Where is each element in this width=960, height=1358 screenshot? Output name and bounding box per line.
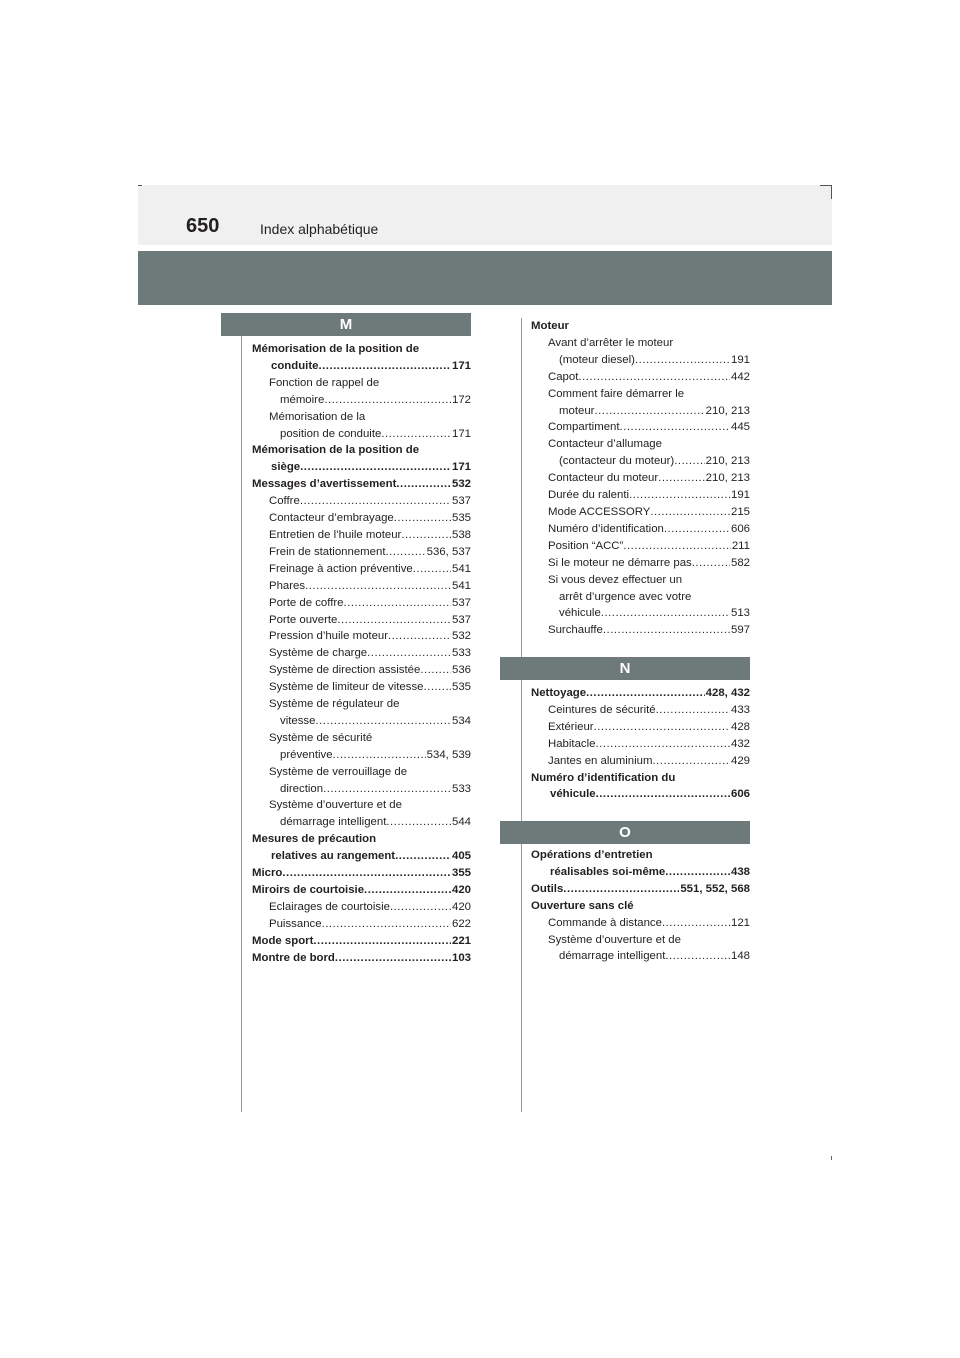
index-entry — [531, 487, 750, 504]
index-entry-text: Mémorisation de la position de — [252, 444, 420, 457]
footer-mark — [831, 1156, 832, 1160]
index-entry — [252, 527, 471, 544]
index-entry — [531, 369, 750, 386]
index-entry-text: siège — [271, 461, 301, 474]
index-entry-text: Contacteur du moteur — [548, 472, 659, 485]
index-entry-text: mémoire — [280, 393, 325, 406]
index-entry — [531, 770, 750, 804]
index-page-ref: 171 — [451, 461, 471, 474]
index-page-ref: 221 — [451, 934, 471, 947]
index-page-ref: 355 — [451, 867, 471, 880]
index-entry-text: démarrage intelligent — [559, 950, 666, 963]
index-page-ref: 622 — [451, 917, 471, 930]
index-page-ref: 428, 432 — [705, 687, 750, 699]
dot-leader — [333, 747, 426, 764]
index-entry — [252, 409, 471, 443]
index-entry-text: Eclairages de courtoisie — [269, 900, 390, 913]
index-entry — [252, 696, 471, 730]
index-entry-text: Système de charge — [269, 647, 368, 660]
index-page-ref: 541 — [451, 562, 471, 575]
index-page-ref: 535 — [451, 681, 471, 694]
index-entry-text: Comment faire démarrer le — [548, 387, 685, 400]
column-rule-left — [241, 334, 242, 1112]
index-page-ref: 536, 537 — [426, 545, 471, 558]
index-entry-text: Porte ouverte — [269, 613, 338, 626]
index-column-right-o — [531, 847, 750, 965]
index-entry-text: réalisables soi-même — [550, 865, 666, 878]
index-entry — [531, 915, 750, 932]
index-entry — [252, 645, 471, 662]
dot-leader — [601, 605, 730, 622]
index-entry — [531, 538, 750, 555]
index-entry — [531, 555, 750, 572]
index-page-ref: 533 — [451, 647, 471, 660]
dot-leader — [396, 476, 451, 493]
index-entry — [252, 916, 471, 933]
dot-leader — [586, 685, 705, 702]
index-entry — [531, 898, 750, 915]
index-page-ref: 536 — [451, 664, 471, 677]
index-entry-text: vitesse — [280, 714, 316, 727]
index-entry-text: (contacteur du moteur) — [559, 455, 675, 468]
dot-leader — [394, 510, 451, 527]
column-rule-middle — [521, 318, 522, 1112]
index-page-ref: 582 — [730, 556, 750, 569]
dot-leader — [596, 736, 730, 753]
index-entry — [252, 612, 471, 629]
index-entry — [531, 702, 750, 719]
dot-leader — [578, 369, 730, 386]
index-page-ref: 532 — [451, 478, 471, 491]
page-title: Index alphabétique — [260, 221, 379, 237]
dot-leader — [305, 578, 451, 595]
dot-leader — [337, 612, 451, 629]
index-entry-text: moteur — [559, 404, 595, 417]
index-entry — [252, 679, 471, 696]
dot-leader — [335, 950, 451, 967]
index-entry — [252, 865, 471, 882]
index-page-ref: 172 — [451, 393, 471, 406]
index-entry — [252, 950, 471, 967]
dot-leader — [388, 628, 451, 645]
index-entry-text: Coffre — [269, 495, 300, 508]
index-entry-text: Position “ACC” — [548, 539, 624, 552]
index-entry — [252, 899, 471, 916]
index-entry-text: Messages d’avertissement — [252, 478, 397, 491]
index-page-ref: 534, 539 — [426, 748, 471, 761]
index-entry — [252, 764, 471, 798]
index-page-ref: 433 — [730, 703, 750, 716]
index-entry-text: Si le moteur ne démarre pas — [548, 556, 692, 569]
index-page-ref: 544 — [451, 816, 471, 829]
index-page-ref: 420 — [451, 900, 471, 913]
dot-leader — [596, 786, 730, 803]
page-number: 650 — [186, 215, 220, 237]
index-entry-text: véhicule — [550, 788, 596, 801]
dot-leader — [300, 459, 451, 476]
index-entry — [252, 595, 471, 612]
index-entry — [531, 685, 750, 702]
index-entry-text: position de conduite — [280, 427, 382, 440]
index-entry — [531, 719, 750, 736]
index-entry — [531, 419, 750, 436]
index-entry — [252, 510, 471, 527]
index-page-ref: 420 — [451, 884, 471, 896]
index-entry-text: Miroirs de courtoisie — [252, 884, 365, 896]
dot-leader — [386, 544, 426, 561]
index-entry — [252, 493, 471, 510]
dot-leader — [665, 948, 730, 965]
index-entry-text: Moteur — [531, 320, 569, 332]
index-page-ref: 532 — [451, 630, 471, 643]
index-page-ref: 606 — [730, 522, 750, 535]
index-entry-text: Outils — [531, 882, 564, 895]
index-page-ref: 215 — [730, 505, 750, 518]
index-entry — [252, 662, 471, 679]
index-entry-text: Avant d’arrêter le moteur — [548, 336, 674, 349]
dot-leader — [324, 392, 451, 409]
index-entry-text: Habitacle — [548, 737, 596, 750]
dot-leader — [658, 470, 704, 487]
index-page-ref: 210, 213 — [705, 404, 750, 417]
index-entry — [531, 622, 750, 639]
index-page-ref: 513 — [730, 607, 750, 620]
crop-mark-top-left — [138, 185, 142, 186]
index-entry — [531, 335, 750, 369]
section-header-n: N — [500, 657, 750, 680]
dot-leader — [318, 358, 451, 375]
section-banner — [138, 251, 832, 305]
index-entry — [252, 831, 471, 865]
index-page-ref: 438 — [730, 865, 750, 878]
index-entry — [252, 578, 471, 595]
index-page-ref: 210, 213 — [705, 472, 750, 485]
index-entry-text: Contacteur d’embrayage — [269, 512, 394, 525]
section-header-o: O — [500, 821, 750, 844]
index-entry-text: Phares — [269, 579, 306, 592]
index-page-ref: 191 — [730, 353, 750, 366]
index-page-ref: 429 — [730, 754, 750, 767]
dot-leader — [603, 622, 730, 639]
index-entry-text: Mémorisation de la — [269, 410, 366, 423]
dot-leader — [386, 814, 451, 831]
index-entry-text: Freinage à action préventive — [269, 562, 413, 575]
index-page-ref: 537 — [451, 495, 471, 508]
dot-leader — [594, 719, 730, 736]
index-entry — [531, 386, 750, 420]
dot-leader — [364, 882, 451, 899]
index-entry-text: Montre de bord — [252, 951, 335, 964]
index-entry-text: Porte de coffre — [269, 596, 344, 609]
index-entry-text: démarrage intelligent — [280, 816, 387, 829]
dot-leader — [656, 702, 730, 719]
header-band — [138, 185, 832, 245]
dot-leader — [315, 713, 451, 730]
index-entry-text: Mode ACCESSORY — [548, 505, 651, 518]
index-entry-text: Système d’ouverture et de — [269, 799, 402, 812]
index-page-ref: 538 — [451, 528, 471, 541]
index-page-ref: 535 — [451, 512, 471, 525]
index-entry-text: Entretien de l’huile moteur — [269, 528, 402, 541]
index-page-ref: 442 — [730, 370, 750, 383]
index-entry — [531, 753, 750, 770]
index-entry — [252, 797, 471, 831]
dot-leader — [344, 595, 451, 612]
index-entry-text: préventive — [280, 748, 333, 761]
index-entry — [531, 847, 750, 881]
index-page-ref: 432 — [730, 737, 750, 750]
index-entry — [531, 318, 750, 335]
index-entry-text: Système de direction assistée — [269, 664, 421, 677]
index-entry — [252, 341, 471, 375]
index-page-ref: 537 — [451, 596, 471, 609]
index-column-right-m — [531, 318, 750, 639]
index-entry-text: Contacteur d’allumage — [548, 438, 662, 451]
dot-leader — [423, 679, 451, 696]
index-entry — [252, 882, 471, 899]
index-page-ref: 121 — [730, 916, 750, 929]
dot-leader — [420, 662, 451, 679]
index-page-ref: 210, 213 — [705, 455, 750, 468]
index-page-ref: 597 — [730, 624, 750, 637]
index-page-ref: 148 — [730, 950, 750, 963]
dot-leader — [662, 915, 730, 932]
index-entry — [531, 521, 750, 538]
index-entry — [252, 561, 471, 578]
index-entry — [531, 881, 750, 898]
index-entry-text: Ouverture sans clé — [531, 899, 634, 912]
index-entry-text: Durée du ralenti — [548, 489, 630, 502]
index-page-ref: 551, 552, 568 — [680, 882, 750, 895]
index-page-ref: 541 — [451, 579, 471, 592]
index-entry-text: Compartiment — [548, 421, 620, 434]
dot-leader — [300, 493, 451, 510]
index-column-right-n — [531, 685, 750, 803]
index-entry-text: Surchauffe — [548, 624, 603, 637]
index-entry-text: Ceintures de sécurité — [548, 703, 656, 716]
index-entry — [531, 436, 750, 470]
index-entry — [252, 933, 471, 950]
dot-leader — [401, 527, 451, 544]
index-entry-text: Mémorisation de la position de — [252, 343, 420, 355]
dot-leader — [629, 487, 730, 504]
index-page-ref: 211 — [731, 539, 750, 552]
dot-leader — [620, 419, 730, 436]
index-entry-text: Puissance — [269, 917, 322, 930]
dot-leader — [665, 864, 730, 881]
dot-leader — [323, 781, 451, 798]
dot-leader — [322, 916, 451, 933]
index-entry-text: Jantes en aluminium — [548, 754, 653, 767]
index-entry — [252, 628, 471, 645]
dot-leader — [664, 521, 730, 538]
index-entry-text: Fonction de rappel de — [269, 376, 380, 389]
section-header-m: M — [221, 313, 471, 336]
dot-leader — [395, 848, 451, 865]
index-entry — [531, 470, 750, 487]
index-entry-text: arrêt d’urgence avec votre — [559, 590, 692, 603]
dot-leader — [674, 453, 704, 470]
index-entry — [252, 544, 471, 561]
index-entry — [252, 730, 471, 764]
index-entry-text: Nettoyage — [531, 687, 587, 699]
index-entry — [252, 476, 471, 493]
dot-leader — [413, 561, 451, 578]
index-entry-text: Opérations d’entretien — [531, 849, 653, 861]
index-entry-text: Frein de stationnement — [269, 545, 386, 558]
dot-leader — [367, 645, 451, 662]
index-page-ref: 191 — [730, 489, 750, 502]
dot-leader — [635, 352, 730, 369]
index-entry-text: Système de régulateur de — [269, 698, 400, 711]
index-page-ref: 171 — [451, 359, 471, 372]
index-entry-text: Système d’ouverture et de — [548, 933, 681, 946]
index-entry — [531, 504, 750, 521]
index-entry — [252, 375, 471, 409]
dot-leader — [381, 426, 451, 443]
index-entry — [531, 736, 750, 753]
index-entry-text: conduite — [271, 359, 319, 372]
dot-leader — [313, 933, 451, 950]
index-page-ref: 445 — [730, 421, 750, 434]
crop-mark-top-right-v — [831, 185, 832, 199]
index-entry-text: Pression d’huile moteur — [269, 630, 389, 643]
index-entry-text: Numéro d’identification — [548, 522, 664, 535]
index-entry-text: Mode sport — [252, 934, 314, 947]
index-entry-text: Si vous devez effectuer un — [548, 573, 683, 586]
index-entry-text: Commande à distance — [548, 916, 662, 929]
index-page-ref: 103 — [451, 951, 471, 964]
index-entry-text: Numéro d’identification du — [531, 771, 676, 784]
dot-leader — [692, 555, 730, 572]
index-entry-text: Micro — [252, 867, 283, 880]
index-page-ref: 428 — [730, 720, 750, 733]
dot-leader — [390, 899, 451, 916]
index-entry-text: relatives au rangement — [271, 850, 396, 863]
index-entry-text: Système de sécurité — [269, 731, 373, 744]
index-entry-text: véhicule — [559, 607, 601, 620]
index-entry-text: Capot — [548, 370, 579, 383]
index-entry — [252, 442, 471, 476]
dot-leader — [650, 504, 730, 521]
dot-leader — [652, 753, 730, 770]
index-entry — [531, 932, 750, 966]
index-page-ref: 171 — [451, 427, 471, 440]
index-entry-text: (moteur diesel) — [559, 353, 635, 366]
index-entry-text: Extérieur — [548, 720, 594, 733]
index-entry — [531, 572, 750, 623]
index-entry-text: Mesures de précaution — [252, 833, 377, 846]
index-page-ref: 534 — [451, 714, 471, 727]
index-entry-text: direction — [280, 782, 324, 795]
index-entry-text: Système de verrouillage de — [269, 765, 408, 778]
index-page-ref: 606 — [730, 788, 750, 801]
index-entry-text: Système de limiteur de vitesse — [269, 681, 424, 694]
dot-leader — [623, 538, 731, 555]
index-page-ref: 405 — [451, 850, 471, 863]
index-page-ref: 537 — [451, 613, 471, 626]
index-page-ref: 533 — [451, 782, 471, 795]
dot-leader — [563, 881, 679, 898]
dot-leader — [594, 403, 704, 420]
dot-leader — [282, 865, 451, 882]
index-column-left — [252, 341, 471, 967]
